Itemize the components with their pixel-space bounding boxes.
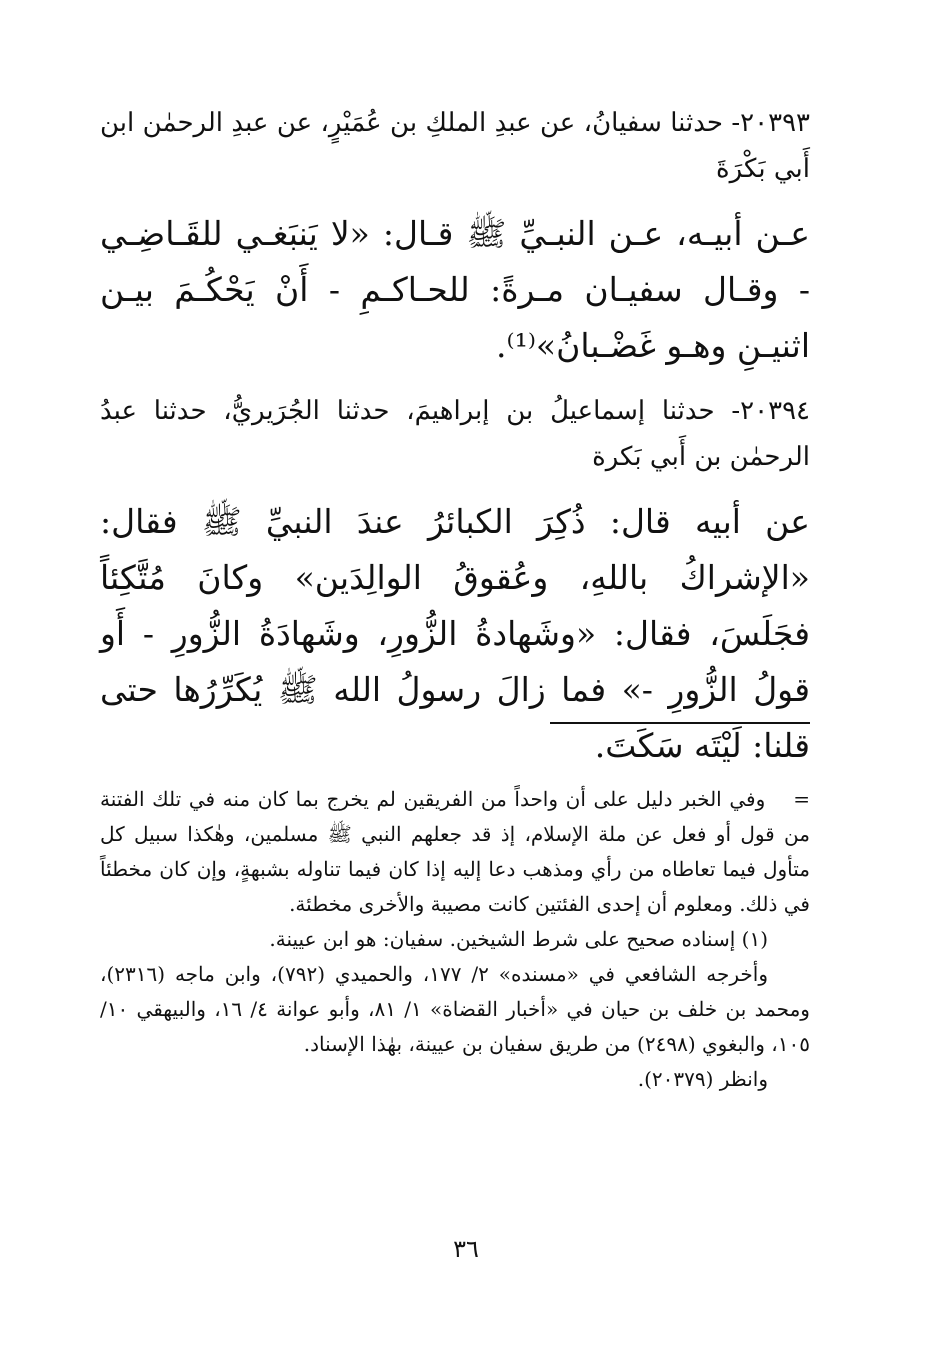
hadith-20394-isnad: ٢٠٣٩٤- حدثنا إسماعيلُ بن إبراهيمَ، حدثنا الجُرَيريُّ، حدثنا عبدُ الرحمٰن بن أَبي بَكرة [100, 396, 810, 472]
footnote-1: (١) إسناده صحيح على شرط الشيخين. سفيان: هو ابن عيينة. [269, 927, 768, 951]
footnote-separator-line [550, 722, 810, 724]
main-text [100, 100, 810, 788]
hadith-20393-isnad: ٢٠٣٩٣- حدثنا سفيانُ، عن عبدِ الملكِ بن عُمَيْرٍ، عن عبدِ الرحمٰن ابن أَبي بَكْرَةَ [100, 108, 810, 184]
footnote-1-takhrij: وأخرجه الشافعي في «مسنده» ٢/ ١٧٧، والحميدي (٧٩٢)، وابن ماجه (٢٣١٦)، ومحمد بن خلف بن حيان في «أخبار القضاة» ١/ ٨١، وأبو عوانة ٤/ ١٦، والبيهقي ١٠/ ١٠٥، والبغوي (٢٤٩٨) من طريق سفيان بن عيينة، بهٰذا الإسناد. [100, 962, 810, 1056]
footnotes [100, 782, 810, 1097]
footnote-continuation-text: وفي الخبر دليل على أن واحداً من الفريقين لم يخرج بما كان منه في تلك الفتنة من قول أو فعل عن ملة الإسلام، إذ قد جعلهم النبي ﷺ مسلمين، وهٰكذا سبيل كل متأول فيما تعاطاه من رأي ومذهب دعا إليه إذا كان فيما تناوله بشبهةٍ، وإن كان مخطئاً في ذلك. ومعلوم أن إحدى الفئتين كانت مصيبة والأخرى مخطئة. [100, 787, 810, 916]
page-number: ٣٦ [453, 1235, 479, 1263]
footnote-1-see-also: وانظر (٢٠٣٧٩). [637, 1067, 768, 1091]
hadith-20393-matn: عـن أبيـه، عـن النبـيِّ ﷺ قـال: «لا يَنبَغـي للقَـاضِـي - وقـال سفيـان مـرةً: للحـاكـمِ - أَنْ يَحْكُـمَ بيـن اثنيـنِ وهـو غَضْـبانُ»⁽¹⁾. [100, 214, 810, 365]
footnote-area-divider [100, 722, 810, 726]
footnote-continuation [100, 782, 810, 922]
continuation-marker: = [793, 787, 810, 811]
hadith-20394-matn: عن أبيه قال: ذُكِرَ الكبائرُ عندَ النبيِّ ﷺ فقال: «الإشراكُ باللهِ، وعُقوقُ الوالِدَين» وكانَ مُتَّكِئاً فجَلَسَ، فقال: «وشَهادةُ الزُّورِ، وشَهادَةُ الزُّورِ - أَو قولُ الزُّورِ -» فما زالَ رسولُ الله ﷺ يُكَرِّرُها حتى قلنا: لَيْتَه سَكَتَ. [100, 502, 810, 765]
